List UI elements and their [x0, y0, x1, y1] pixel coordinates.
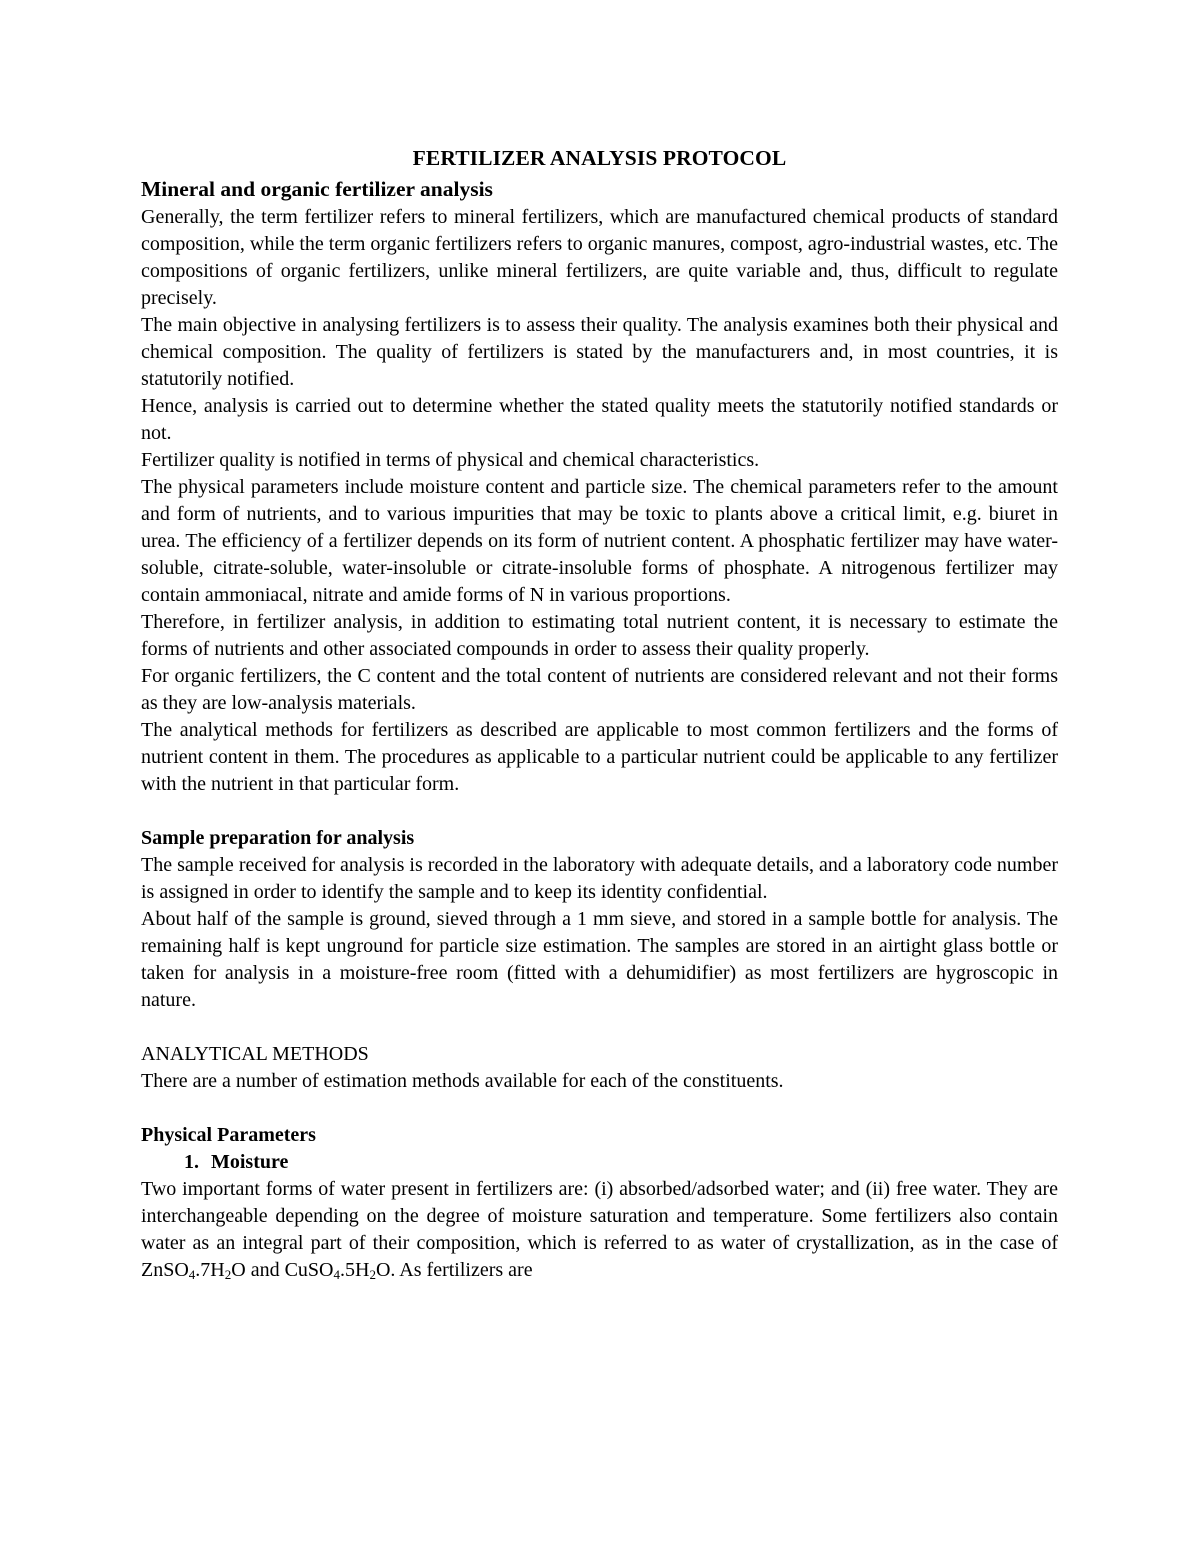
paragraph-methods-applicable: The analytical methods for fertilizers as described are applicable to most common fertilizers and the forms of nutrient content in them. The procedures as applicable to a particular nutrient could be applicable to any fertilizer with the nutrient in that particular form. [141, 719, 1058, 795]
spacer [141, 798, 1058, 825]
paragraph-organic: For organic fertilizers, the C content and the total content of nutrients are considered relevant and not their forms as they are low-analysis materials. [141, 665, 1058, 714]
paragraph-quality-notified: Fertilizer quality is notified in terms of physical and chemical characteristics. [141, 449, 760, 471]
moisture-text-end: . As fertilizers are [390, 1259, 533, 1281]
paragraph-therefore: Therefore, in fertilizer analysis, in addition to estimating total nutrient content, it is necessary to estimate the forms of nutrients and other associated compounds in order to assess their quality properly. [141, 611, 1058, 660]
formula-subscript: 2 [369, 1267, 376, 1282]
section-heading-analytical-methods: ANALYTICAL METHODS [141, 1043, 369, 1065]
formula-znso4 [141, 1259, 246, 1281]
section-heading-sample-preparation: Sample preparation for analysis [141, 827, 415, 849]
formula-subscript: 2 [224, 1267, 232, 1282]
list-number: 1. [184, 1151, 199, 1173]
spacer [141, 1014, 1058, 1041]
list-label: Moisture [211, 1151, 289, 1173]
spacer [141, 1095, 1058, 1122]
formula-part: O [231, 1259, 246, 1281]
moisture-text-start: Two important forms of water present in fertilizers are: (i) absorbed/adsorbed water; and (ii) free water. They are interchangeable depending on the degree of moisture saturation and temperature. Some fertilizers also contain water as an integral part of their composition, which is referred to as water of crystallization, as in the case of [141, 1178, 1058, 1254]
formula-part: .7H [195, 1259, 225, 1281]
formula-cuso4 [285, 1259, 391, 1281]
document-page [141, 143, 1058, 1284]
paragraph-intro: Generally, the term fertilizer refers to mineral fertilizers, which are manufactured chemical products of standard composition, while the term organic fertilizers refers to organic manures, compost, agro-industrial wastes, etc. The compositions of organic fertilizers, unlike mineral fertilizers, are quite variable and, thus, difficult to regulate precisely. [141, 206, 1058, 309]
formula-subscript: 4 [333, 1267, 340, 1282]
moisture-text-and: and [245, 1259, 285, 1281]
paragraph-moisture [141, 1176, 1058, 1284]
formula-subscript: 4 [188, 1267, 196, 1282]
paragraph-hence: Hence, analysis is carried out to determine whether the stated quality meets the statutorily notified standards or not. [141, 395, 1058, 444]
document-title: FERTILIZER ANALYSIS PROTOCOL [412, 146, 787, 170]
paragraph-sample-ground: About half of the sample is ground, sieved through a 1 mm sieve, and stored in a sample bottle for analysis. The remaining half is kept unground for particle size estimation. The samples are stored in an airtight glass bottle or taken for analysis in a moisture-free room (fitted with a dehumidifier) as most fertilizers are hygroscopic in nature. [141, 908, 1058, 1011]
paragraph-physical-parameters: The physical parameters include moisture content and particle size. The chemical parameters refer to the amount and form of nutrients, and to various impurities that may be toxic to plants above a critical limit, e.g. biuret in urea. The efficiency of a fertilizer depends on its form of nutrient content. A phosphatic fertilizer may have water-soluble, citrate-soluble, water-insoluble or citrate-insoluble forms of phosphate. A nitrogenous fertilizer may contain ammoniacal, nitrate and amide forms of N in various proportions. [141, 476, 1058, 606]
section-heading-physical-parameters: Physical Parameters [141, 1124, 316, 1146]
paragraph-objective: The main objective in analysing fertilizers is to assess their quality. The analysis examines both their physical and chemical composition. The quality of fertilizers is stated by the manufacturers and, in most countries, it is statutorily notified. [141, 314, 1058, 390]
formula-part: CuSO [284, 1259, 334, 1281]
formula-part: ZnSO [141, 1259, 189, 1281]
paragraph-sample-received: The sample received for analysis is recorded in the laboratory with adequate details, and a laboratory code number is assigned in order to identify the sample and to keep its identity confidential. [141, 854, 1058, 903]
formula-part: O [375, 1259, 391, 1281]
paragraph-estimation-methods: There are a number of estimation methods available for each of the constituents. [141, 1070, 784, 1092]
formula-part: .5H [340, 1259, 370, 1281]
section-heading-mineral-organic: Mineral and organic fertilizer analysis [141, 177, 493, 201]
numbered-heading-moisture [141, 1149, 1058, 1176]
